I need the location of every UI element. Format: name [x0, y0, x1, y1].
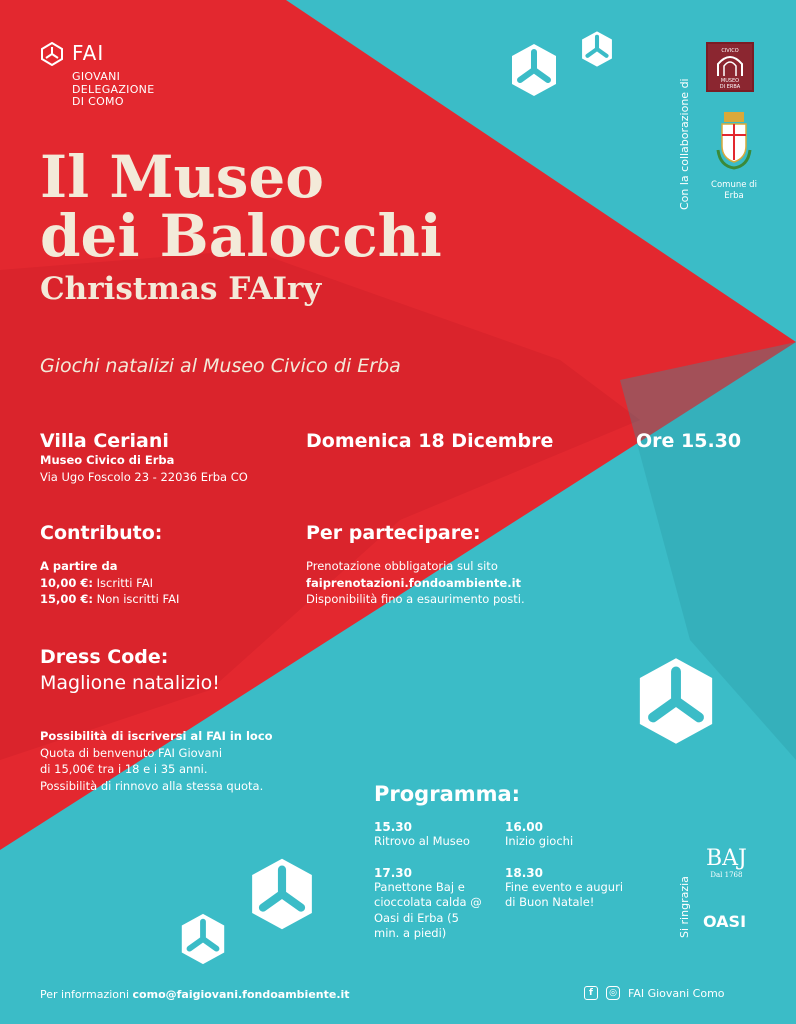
partecipare-line1: Prenotazione obbligatoria sul sito [306, 559, 498, 573]
iscrizione-line2: Quota di benvenuto FAI Giovani [40, 745, 223, 760]
snowflake-icon [578, 30, 616, 68]
contributo-heading: Contributo: [40, 522, 163, 544]
event-date: Domenica 18 Dicembre [306, 430, 554, 452]
iscrizione-line3: di 15,00€ tra i 18 e i 35 anni. [40, 762, 208, 777]
programma-item [374, 866, 505, 942]
programma-desc: Inizio giochi [505, 834, 574, 848]
event-time: Ore 15.30 [636, 430, 742, 452]
dress-code-value: Maglione natalizio! [40, 672, 220, 694]
programma-item [374, 820, 505, 850]
programma-desc: Panettone Baj e cioccolata calda @ Oasi di Erba (5 min. a piedi) [374, 879, 482, 941]
venue [40, 430, 248, 485]
page-title [40, 143, 442, 308]
price1-amount: 10,00 €: [40, 575, 93, 590]
iscrizione-section [40, 728, 273, 795]
comune-label: Comune di Erba [711, 180, 757, 202]
subtitle: Giochi natalizi al Museo Civico di Erba [40, 355, 401, 377]
baj-name: BAJ [706, 846, 747, 871]
contributo-from: A partire da [40, 559, 118, 573]
fai-brand: FAI [72, 41, 105, 65]
iscrizione-line4: Possibilità di rinnovo alla stessa quota. [40, 779, 264, 794]
contributo-section [40, 522, 179, 608]
snowflake-icon [506, 42, 562, 98]
programma-time: 17.30 [374, 865, 412, 880]
fai-sub1: GIOVANI [72, 70, 121, 83]
snowflake-icon [176, 912, 230, 966]
museo-logo-name: MUSEO [720, 78, 740, 84]
facebook-icon[interactable]: f [584, 986, 598, 1000]
programma-time: 18.30 [505, 865, 543, 880]
programma-time: 16.00 [505, 820, 543, 834]
programma-desc: Fine evento e auguri di Buon Natale! [505, 879, 624, 910]
partecipare-heading: Per partecipare: [306, 522, 481, 544]
dress-code-section [40, 646, 220, 694]
footer-info-prefix: Per informazioni [40, 988, 130, 1001]
dress-code-heading: Dress Code: [40, 646, 169, 668]
programma-section [374, 782, 645, 942]
venue-name: Villa Ceriani [40, 430, 169, 452]
iscrizione-bold: Possibilità di iscriversi al FAI in loco [40, 729, 273, 743]
oasi-logo: OASI [703, 912, 747, 931]
title-line-2: dei Balocchi [40, 202, 442, 271]
title-line-1: Il Museo [40, 143, 324, 211]
museo-logo-sub: DI ERBA [719, 84, 741, 90]
museo-civico-logo [706, 42, 754, 92]
coat-of-arms-icon [714, 110, 754, 172]
instagram-icon[interactable]: ◎ [606, 986, 620, 1000]
programma-time: 15.30 [374, 820, 412, 834]
title-line-3: Christmas FAIry [40, 271, 322, 308]
footer-info [40, 988, 350, 1001]
comune-erba [704, 110, 764, 202]
price2-amount: 15,00 €: [40, 592, 93, 607]
venue-address: Via Ugo Foscolo 23 - 22036 Erba CO [40, 469, 248, 484]
collab-label: Con la collaborazione di [678, 78, 691, 210]
programma-heading: Programma: [374, 782, 521, 806]
snowflake-icon [630, 655, 722, 747]
footer-social [584, 986, 725, 1000]
fai-sub3: DI COMO [72, 95, 124, 109]
fai-sub2: DELEGAZIONE [72, 82, 155, 96]
museo-logo-top: CIVICO [721, 48, 739, 54]
baj-since: Dal 1768 [710, 871, 743, 879]
booking-link[interactable]: faiprenotazioni.fondoambiente.it [306, 575, 522, 590]
price1-label: Iscritti FAI [96, 575, 153, 590]
thanks-label: Si ringrazia [678, 876, 691, 938]
partecipare-line3: Disponibilità fino a esaurimento posti. [306, 592, 525, 607]
baj-logo [706, 846, 747, 879]
venue-museum: Museo Civico di Erba [40, 453, 175, 467]
price2-label: Non iscritti FAI [96, 592, 180, 607]
footer-email[interactable]: como@faigiovani.fondoambiente.it [132, 988, 350, 1001]
programma-item [505, 820, 645, 850]
footer-social-label[interactable]: FAI Giovani Como [628, 986, 725, 1000]
partecipare-section [306, 522, 525, 608]
museo-arch-icon [715, 54, 745, 76]
programma-desc: Ritrovo al Museo [374, 834, 470, 848]
programma-item [505, 866, 645, 942]
fai-mark-icon [40, 42, 64, 66]
snowflake-icon [244, 856, 320, 932]
fai-logo [40, 42, 154, 109]
